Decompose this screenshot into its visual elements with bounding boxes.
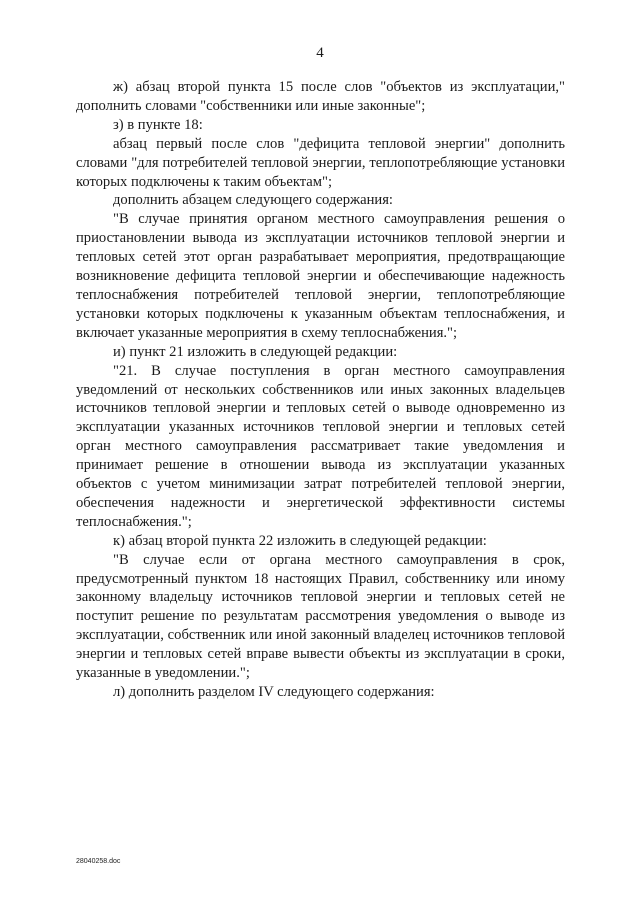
paragraph-z-new-text: "В случае принятия органом местного самоуправления решения о приостановлении вывода из эксплуатации источников тепловой энергии и тепловых сетей этот орган разрабатывает мероприятия, предотвращающие возникновение дефицита тепловой энергии и обеспечивающие надежность теплоснабжения потребителей тепловой энергии, теплопотребляющие установки которых подключены к указанным объектам теплоснабжения, и включает указанные мероприятия в схему теплоснабжения."; [76,211,565,341]
paragraph-z-add-abzac: дополнить абзацем следующего содержания: [113,192,393,209]
paragraph-k-new-text: "В случае если от органа местного самоуправления в срок, предусмотренный пунктом 18 настоящих Правил, собственнику или иному законному владельцу источников тепловой энергии и тепловых сетей не поступит решение по результатам рассмотрения уведомления о выводе из эксплуатации, собственник или иной законный владелец источников тепловой энергии и тепловых сетей вправе вывести объекты из эксплуатации в сроки, указанные в уведомлении."; [76,551,565,682]
document-file-code: 28040258.doc [76,858,121,865]
paragraph-z-first-abzac: абзац первый после слов "дефицита тепловой энергии" дополнить словами "для потребителей тепловой энергии, теплопотребляющие установки которых подключены к таким объектам"; [76,135,565,190]
paragraph-k-heading: к) абзац второй пункта 22 изложить в следующей редакции: [113,532,487,549]
paragraph-i-new-text: "21. В случае поступления в орган местного самоуправления уведомлений от нескольких собственников или иных законных владельцев источников тепловой энергии и тепловых сетей о выводе одновременно из эксплуатации указанных источников тепловой энергии и тепловых сетей орган местного самоуправления рассматривает такие уведомления и принимает решение в отношении вывода из эксплуатации указанных объектов с учетом минимизации затрат потребителей тепловой энергии, обеспечения надежности и энергетической эффективности системы теплоснабжения."; [76,362,565,530]
document-body [76,78,565,702]
paragraph-z-heading: з) в пункте 18: [113,116,203,133]
paragraph-i-heading: и) пункт 21 изложить в следующей редакции: [113,343,398,360]
paragraph-zh: ж) абзац второй пункта 15 после слов "объектов из эксплуатации," дополнить словами "собственники или иные законные"; [76,79,565,114]
paragraph-l-heading: л) дополнить разделом IV следующего содержания: [113,684,435,700]
page-number: 4 [316,45,324,61]
